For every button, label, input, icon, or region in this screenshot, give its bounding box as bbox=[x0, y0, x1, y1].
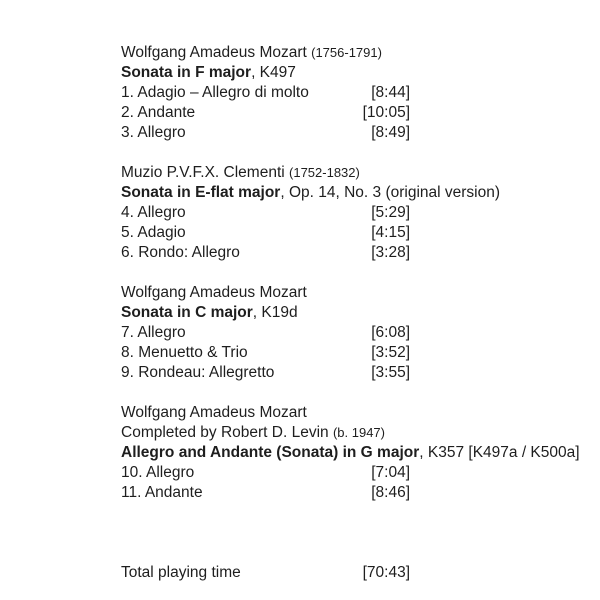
track-time: [3:52] bbox=[371, 344, 410, 361]
track-time: [7:04] bbox=[371, 464, 410, 481]
work-detail: , K19d bbox=[252, 304, 298, 321]
work-title: Sonata in E-flat major bbox=[121, 184, 281, 201]
total-row bbox=[121, 563, 410, 583]
work-title-line bbox=[121, 443, 580, 463]
work-detail: , Op. 14, No. 3 (original version) bbox=[280, 184, 501, 201]
work-section-1 bbox=[121, 43, 580, 143]
track-time: [4:15] bbox=[371, 224, 410, 241]
track-time: [5:29] bbox=[371, 204, 410, 221]
composer-line bbox=[121, 43, 580, 63]
track-row bbox=[121, 103, 410, 123]
credit-text: Completed by Robert D. Levin bbox=[121, 424, 329, 441]
track-title: 9. Rondeau: Allegretto bbox=[121, 364, 275, 381]
track-time: [3:28] bbox=[371, 244, 410, 261]
work-section-3 bbox=[121, 283, 580, 383]
track-title: 8. Menuetto & Trio bbox=[121, 344, 248, 361]
track-row bbox=[121, 223, 410, 243]
track-row bbox=[121, 363, 410, 383]
composer-dates: (1756-1791) bbox=[311, 45, 382, 60]
track-title: 2. Andante bbox=[121, 104, 196, 121]
track-row bbox=[121, 343, 410, 363]
composer-dates: (1752-1832) bbox=[289, 165, 360, 180]
track-title: 4. Allegro bbox=[121, 204, 186, 221]
work-title-line bbox=[121, 183, 580, 203]
track-time: [3:55] bbox=[371, 364, 410, 381]
track-row bbox=[121, 243, 410, 263]
total-time: [70:43] bbox=[362, 564, 410, 581]
work-detail: , K357 [K497a / K500a] bbox=[419, 444, 580, 461]
work-title: Sonata in C major bbox=[121, 304, 253, 321]
work-section-4 bbox=[121, 403, 580, 503]
composer-name: Wolfgang Amadeus Mozart bbox=[121, 284, 307, 301]
track-time: [6:08] bbox=[371, 324, 410, 341]
track-time: [8:44] bbox=[371, 84, 410, 101]
track-row bbox=[121, 203, 410, 223]
track-row bbox=[121, 463, 410, 483]
track-time: [8:46] bbox=[371, 484, 410, 501]
track-row bbox=[121, 323, 410, 343]
track-time: [10:05] bbox=[362, 104, 410, 121]
tracklist-content bbox=[121, 43, 580, 583]
credit-dates: (b. 1947) bbox=[332, 425, 385, 440]
work-title: Allegro and Andante (Sonata) in G major bbox=[121, 444, 420, 461]
composer-line bbox=[121, 403, 580, 423]
track-title: 3. Allegro bbox=[121, 124, 186, 141]
composer-name: Wolfgang Amadeus Mozart bbox=[121, 404, 307, 421]
composer-name: Wolfgang Amadeus Mozart bbox=[121, 44, 307, 61]
track-title: 5. Adagio bbox=[121, 224, 186, 241]
track-row bbox=[121, 123, 410, 143]
track-title: 10. Allegro bbox=[121, 464, 195, 481]
track-time: [8:49] bbox=[371, 124, 410, 141]
track-title: 6. Rondo: Allegro bbox=[121, 244, 240, 261]
work-section-2 bbox=[121, 163, 580, 263]
track-title: 11. Andante bbox=[121, 484, 203, 501]
credit-line bbox=[121, 423, 580, 443]
work-title: Sonata in F major bbox=[121, 64, 252, 81]
track-title: 7. Allegro bbox=[121, 324, 186, 341]
track-row bbox=[121, 483, 410, 503]
work-detail: , K497 bbox=[251, 64, 296, 81]
work-title-line bbox=[121, 303, 580, 323]
track-title: 1. Adagio – Allegro di molto bbox=[121, 84, 309, 101]
composer-line bbox=[121, 283, 580, 303]
composer-name: Muzio P.V.F.X. Clementi bbox=[121, 164, 285, 181]
work-title-line bbox=[121, 63, 580, 83]
total-label: Total playing time bbox=[121, 564, 241, 581]
track-row bbox=[121, 83, 410, 103]
composer-line bbox=[121, 163, 580, 183]
